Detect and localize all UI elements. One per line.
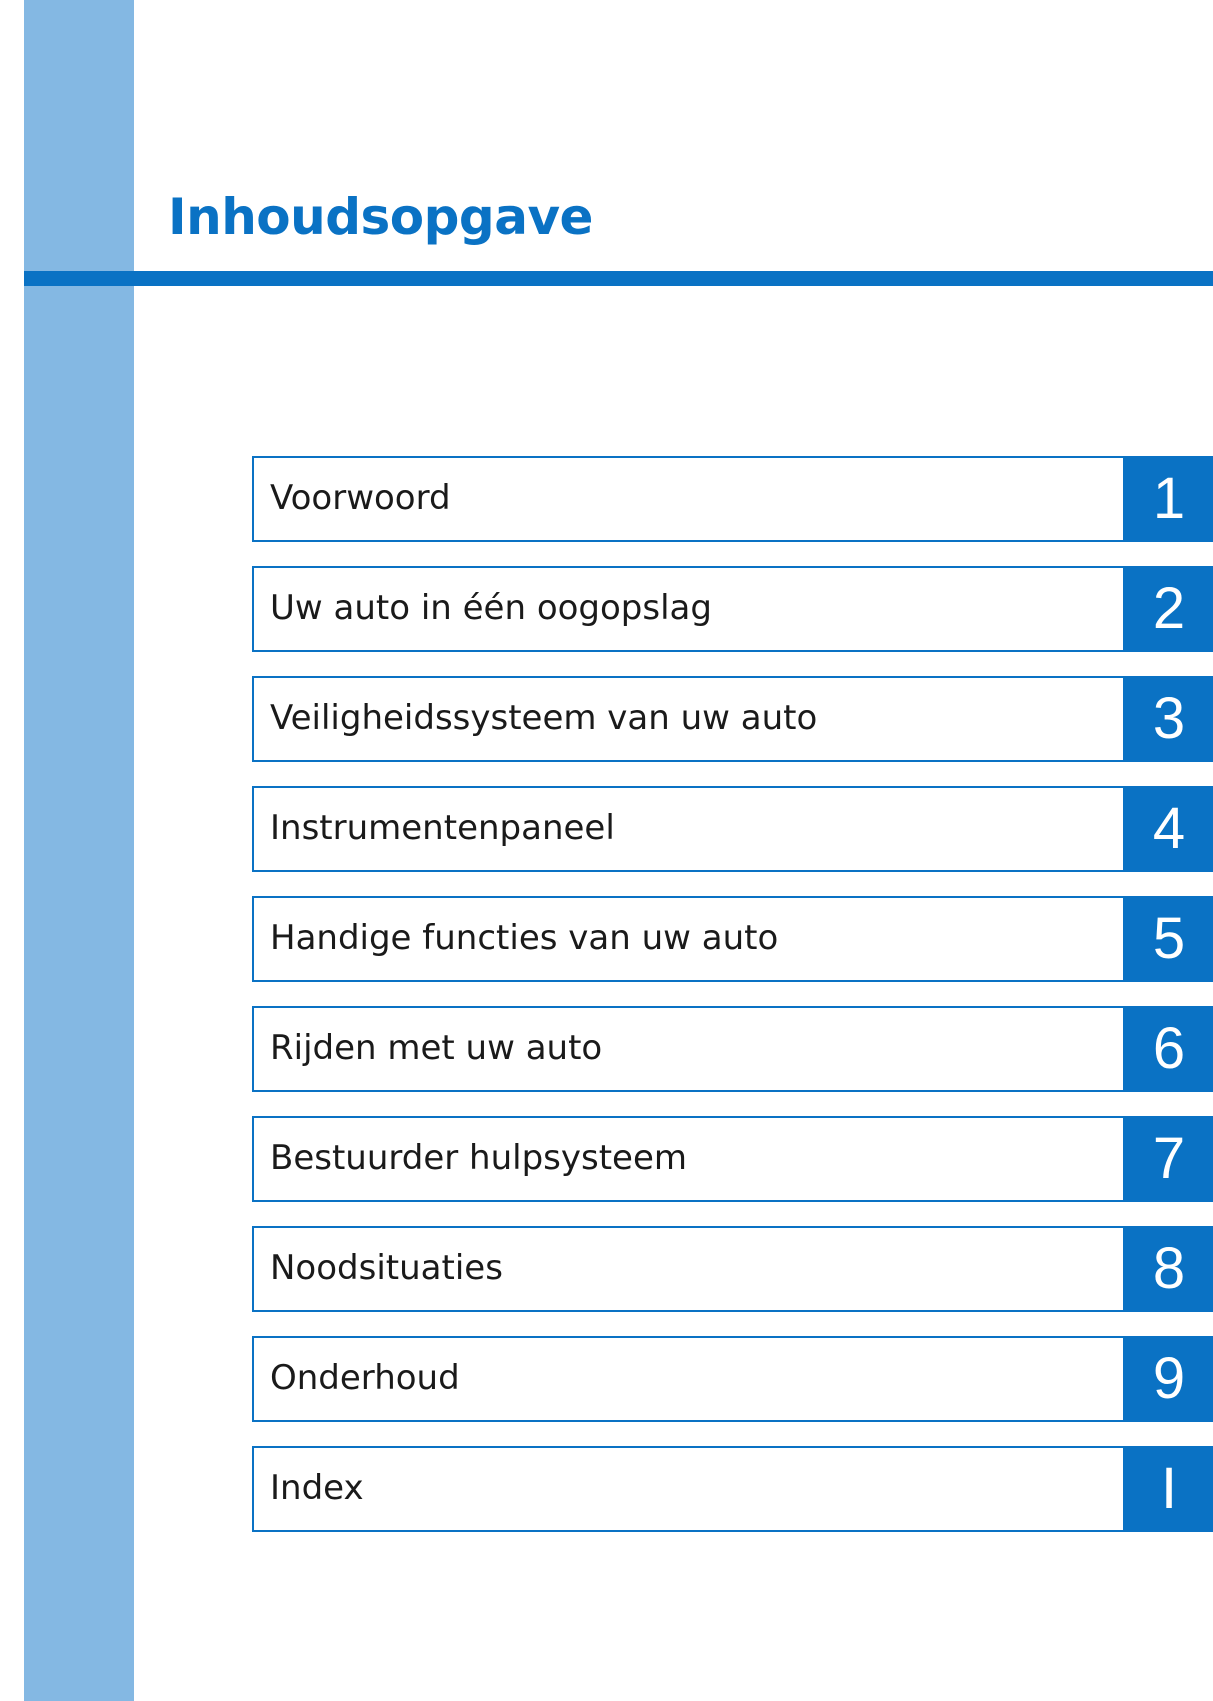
toc-item-label: Noodsituaties xyxy=(270,1248,503,1288)
chapter-tab[interactable]: 7 xyxy=(1125,1116,1213,1202)
side-color-band xyxy=(24,0,134,1701)
toc-item-label: Onderhoud xyxy=(270,1358,460,1398)
chapter-tab[interactable]: 1 xyxy=(1125,456,1213,542)
toc-item-label: Uw auto in één oogopslag xyxy=(270,588,712,628)
chapter-tab[interactable]: 9 xyxy=(1125,1336,1213,1422)
chapter-tab[interactable]: 3 xyxy=(1125,676,1213,762)
page-title: Inhoudsopgave xyxy=(168,188,593,246)
chapter-tab[interactable]: 4 xyxy=(1125,786,1213,872)
chapter-tab[interactable]: I xyxy=(1125,1446,1213,1532)
chapter-tab[interactable]: 8 xyxy=(1125,1226,1213,1312)
toc-item-index[interactable] xyxy=(252,1446,1213,1532)
table-of-contents xyxy=(252,456,1213,1556)
toc-item-uw-auto-in-een-oogopslag[interactable] xyxy=(252,566,1213,652)
toc-item-label: Instrumentenpaneel xyxy=(270,808,615,848)
title-divider xyxy=(24,271,1213,286)
toc-item-label: Veiligheidssysteem van uw auto xyxy=(270,698,818,738)
toc-item-label: Voorwoord xyxy=(270,478,451,518)
toc-item-label: Rijden met uw auto xyxy=(270,1028,603,1068)
toc-item-box xyxy=(252,1446,1125,1532)
toc-item-voorwoord[interactable] xyxy=(252,456,1213,542)
toc-item-instrumentenpaneel[interactable] xyxy=(252,786,1213,872)
chapter-tab[interactable]: 2 xyxy=(1125,566,1213,652)
toc-item-label: Bestuurder hulpsysteem xyxy=(270,1138,688,1178)
toc-item-handige-functies[interactable] xyxy=(252,896,1213,982)
toc-item-bestuurder-hulpsysteem[interactable] xyxy=(252,1116,1213,1202)
toc-item-veiligheidssysteem[interactable] xyxy=(252,676,1213,762)
chapter-tab[interactable]: 5 xyxy=(1125,896,1213,982)
toc-item-label: Handige functies van uw auto xyxy=(270,918,779,958)
toc-item-rijden-met-uw-auto[interactable] xyxy=(252,1006,1213,1092)
toc-item-onderhoud[interactable] xyxy=(252,1336,1213,1422)
toc-item-noodsituaties[interactable] xyxy=(252,1226,1213,1312)
toc-item-label: Index xyxy=(270,1468,364,1508)
chapter-tab[interactable]: 6 xyxy=(1125,1006,1213,1092)
